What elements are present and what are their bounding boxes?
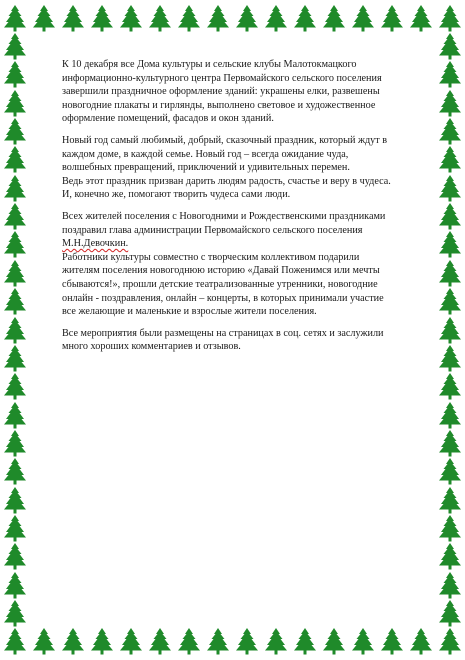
- text-line: все желающие и маленькие и взрослые жители поселения.: [62, 306, 317, 318]
- christmas-tree-icon: [437, 571, 463, 599]
- text-line: жителям поселения новогоднюю историю «Давай Поженимся или мечты: [62, 265, 380, 277]
- christmas-tree-icon: [118, 4, 144, 32]
- christmas-tree-icon: [350, 627, 376, 655]
- christmas-tree-icon: [437, 259, 463, 287]
- christmas-tree-icon: [2, 174, 28, 202]
- christmas-tree-icon: [437, 32, 463, 60]
- paragraph-social: [62, 327, 434, 354]
- paragraph-decoration: [62, 58, 434, 126]
- text-line: поздравил глава администрации Первомайского сельского поселения: [62, 224, 363, 236]
- christmas-tree-icon: [437, 316, 463, 344]
- text-line: Новый год самый любимый, добрый, сказочный праздник, который ждут в: [62, 134, 388, 146]
- christmas-tree-icon: [2, 287, 28, 315]
- christmas-tree-icon: [2, 259, 28, 287]
- christmas-tree-icon: [321, 627, 347, 655]
- christmas-tree-icon: [350, 4, 376, 32]
- christmas-tree-icon: [437, 542, 463, 570]
- christmas-tree-icon: [437, 429, 463, 457]
- text-line: онлайн - поздравления, онлайн – концерты, в которых принимали участие: [62, 292, 384, 304]
- christmas-tree-icon: [147, 627, 173, 655]
- paragraph-greetings: [62, 210, 434, 319]
- christmas-tree-icon: [2, 230, 28, 258]
- signature-name: М.Н.Девочкин.: [62, 238, 129, 250]
- christmas-tree-icon: [437, 89, 463, 117]
- christmas-tree-icon: [2, 599, 28, 627]
- text-line: Ведь этот праздник призван дарить людям радость, счастье и веру в чудеса.: [62, 175, 391, 187]
- christmas-tree-icon: [437, 599, 463, 627]
- text-line: Все мероприятия были размещены на страницах в соц. сетях и заслужили: [62, 327, 384, 339]
- text-line: Всех жителей поселения с Новогодними и Рождественскими праздниками: [62, 210, 386, 222]
- christmas-tree-icon: [234, 627, 260, 655]
- text-line: завершили праздничное оформление зданий: украшены елки, развешены: [62, 86, 380, 98]
- christmas-tree-icon: [2, 60, 28, 88]
- christmas-tree-icon: [2, 316, 28, 344]
- christmas-tree-icon: [2, 457, 28, 485]
- christmas-tree-icon: [2, 372, 28, 400]
- christmas-tree-icon: [292, 627, 318, 655]
- christmas-tree-icon: [60, 4, 86, 32]
- text-line: информационно-культурного центра Первомайского сельского поселения: [62, 72, 382, 84]
- christmas-tree-icon: [89, 627, 115, 655]
- text-line: каждом доме, в каждой семье. Новый год – всегда ожидание чуда,: [62, 148, 349, 160]
- text-line: оформление помещений, фасадов и окон зданий.: [62, 113, 274, 125]
- christmas-tree-icon: [437, 287, 463, 315]
- christmas-tree-icon: [2, 344, 28, 372]
- christmas-tree-icon: [437, 514, 463, 542]
- christmas-tree-icon: [321, 4, 347, 32]
- christmas-tree-icon: [437, 4, 463, 32]
- christmas-tree-icon: [437, 457, 463, 485]
- document-body: [62, 58, 434, 362]
- christmas-tree-icon: [437, 372, 463, 400]
- christmas-tree-icon: [2, 542, 28, 570]
- christmas-tree-icon: [2, 627, 28, 655]
- christmas-tree-icon: [2, 401, 28, 429]
- christmas-tree-icon: [31, 627, 57, 655]
- text-line: К 10 декабря все Дома культуры и сельские клубы Малотокмацкого: [62, 59, 357, 70]
- christmas-tree-icon: [437, 202, 463, 230]
- text-line: И, конечно же, помогают творить чудеса сами люди.: [62, 189, 291, 201]
- christmas-tree-icon: [437, 486, 463, 514]
- christmas-tree-icon: [263, 4, 289, 32]
- christmas-tree-icon: [60, 627, 86, 655]
- christmas-tree-icon: [2, 145, 28, 173]
- christmas-tree-icon: [147, 4, 173, 32]
- christmas-tree-icon: [2, 571, 28, 599]
- text-line: новогодние плакаты и гирлянды, выполнено световое и художественное: [62, 99, 376, 111]
- christmas-tree-icon: [2, 514, 28, 542]
- christmas-tree-icon: [437, 117, 463, 145]
- christmas-tree-icon: [205, 627, 231, 655]
- christmas-tree-icon: [292, 4, 318, 32]
- christmas-tree-icon: [437, 627, 463, 655]
- christmas-tree-icon: [408, 627, 434, 655]
- text-line: [62, 237, 434, 251]
- christmas-tree-icon: [118, 627, 144, 655]
- christmas-tree-icon: [89, 4, 115, 32]
- christmas-tree-icon: [176, 4, 202, 32]
- christmas-tree-icon: [2, 32, 28, 60]
- christmas-tree-icon: [408, 4, 434, 32]
- christmas-tree-icon: [437, 344, 463, 372]
- christmas-tree-icon: [176, 627, 202, 655]
- christmas-tree-icon: [2, 202, 28, 230]
- christmas-tree-icon: [205, 4, 231, 32]
- text-line: много хороших комментариев и отзывов.: [62, 341, 241, 353]
- christmas-tree-icon: [2, 117, 28, 145]
- christmas-tree-icon: [2, 429, 28, 457]
- christmas-tree-icon: [31, 4, 57, 32]
- christmas-tree-icon: [2, 486, 28, 514]
- christmas-tree-icon: [437, 145, 463, 173]
- christmas-tree-icon: [437, 60, 463, 88]
- christmas-tree-icon: [263, 627, 289, 655]
- text-line: Работники культуры совместно с творческим коллективом подарили: [62, 251, 360, 263]
- christmas-tree-icon: [234, 4, 260, 32]
- christmas-tree-icon: [2, 89, 28, 117]
- christmas-tree-icon: [379, 4, 405, 32]
- text-line: сбываются!», прошли детские театрализованные утренники, новогодние: [62, 278, 378, 290]
- paragraph-new-year: [62, 134, 434, 202]
- christmas-tree-icon: [437, 401, 463, 429]
- christmas-tree-icon: [437, 174, 463, 202]
- christmas-tree-icon: [379, 627, 405, 655]
- text-line: волшебных превращений, приключений и удивительных перемен.: [62, 162, 350, 174]
- christmas-tree-icon: [437, 230, 463, 258]
- christmas-tree-icon: [2, 4, 28, 32]
